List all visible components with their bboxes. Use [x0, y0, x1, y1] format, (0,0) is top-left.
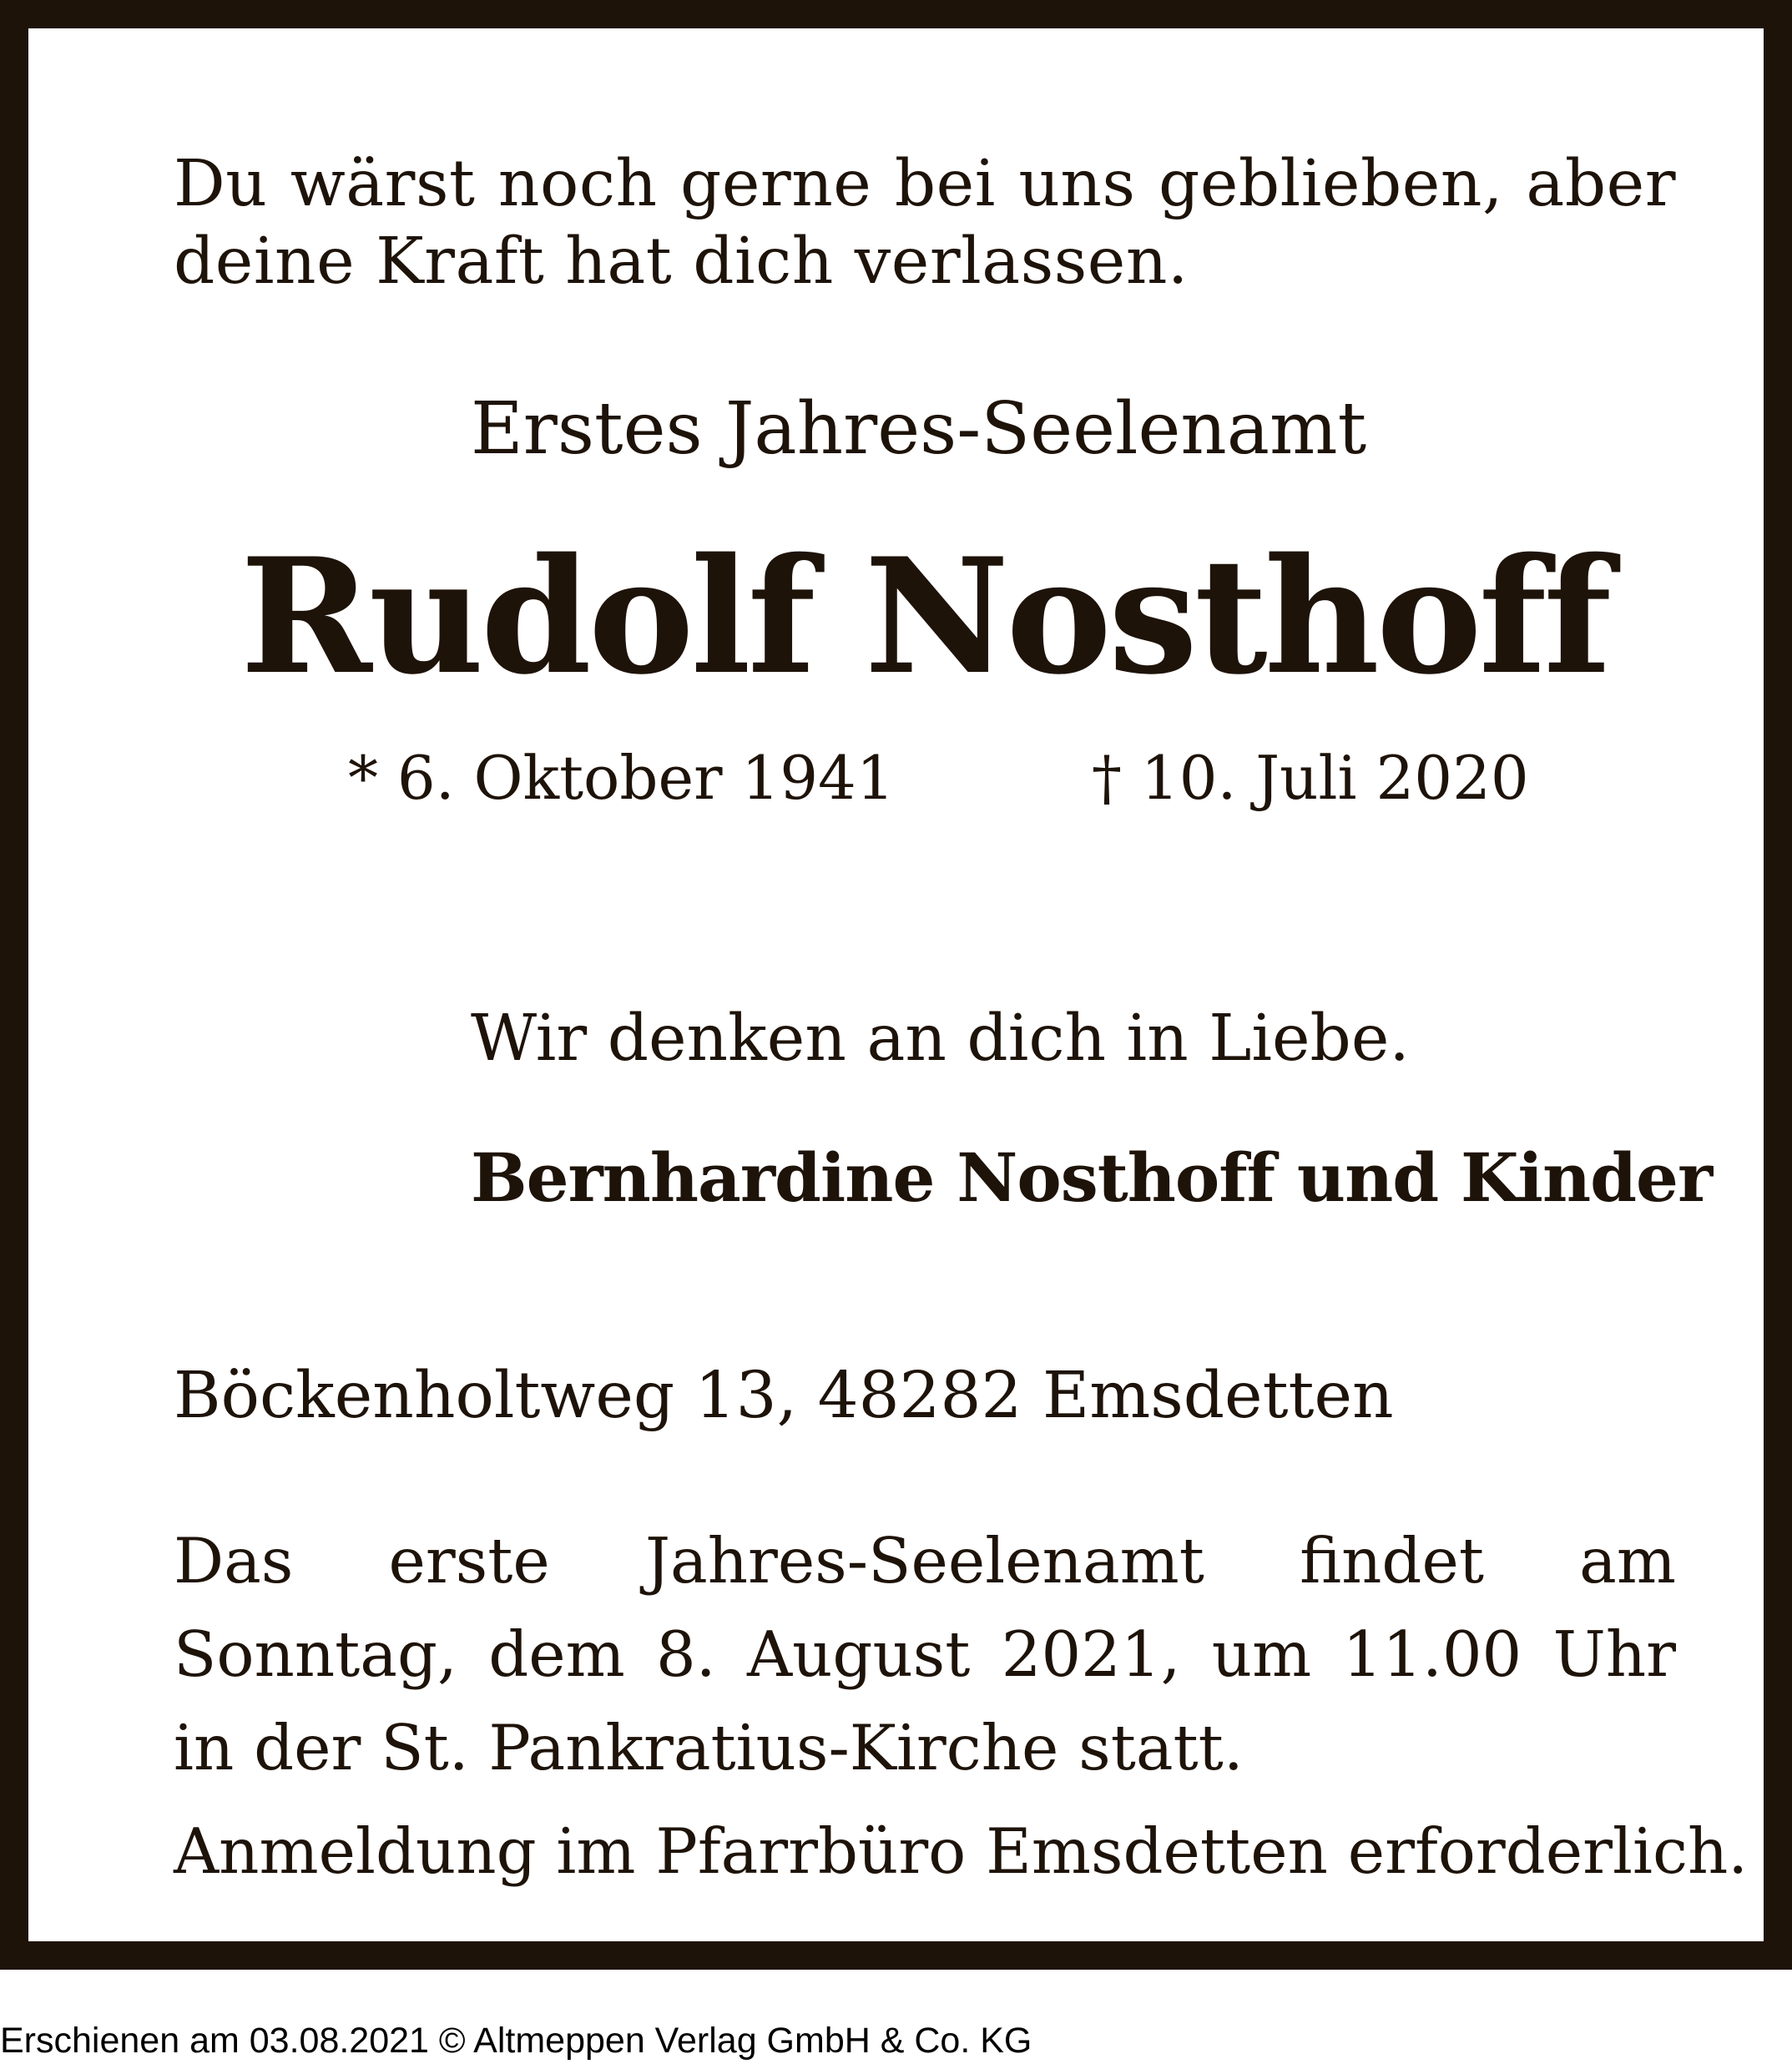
service-details: Das erste Jahres-Seelenamt findet am Sonntag, dem 8. August 2021, um 11.00 Uhr in der St. Pankratius-Kirche statt. [174, 1524, 1676, 1784]
service-title: Erstes Jahres-Seelenamt [471, 387, 1367, 471]
motto-text: Du wärst noch gerne bei uns geblieben, aber deine Kraft hat dich verlassen. [174, 147, 1676, 299]
registration-note: Anmeldung im Pfarrbüro Emsdetten erforderlich. [174, 1814, 1749, 1888]
family-address: Böckenholtweg 13, 48282 Emsdetten [174, 1359, 1394, 1433]
death-date: † 10. Juli 2020 [1092, 743, 1529, 813]
birth-date: * 6. Oktober 1941 [348, 743, 895, 813]
family-signature: Bernhardine Nosthoff und Kinder [471, 1138, 1713, 1217]
deceased-name: Rudolf Nosthoff [240, 523, 1609, 709]
publication-footer: Erschienen am 03.08.2021 © Altmeppen Verlag GmbH & Co. KG [0, 2021, 1032, 2061]
remembrance-text: Wir denken an dich in Liebe. [471, 1002, 1410, 1076]
